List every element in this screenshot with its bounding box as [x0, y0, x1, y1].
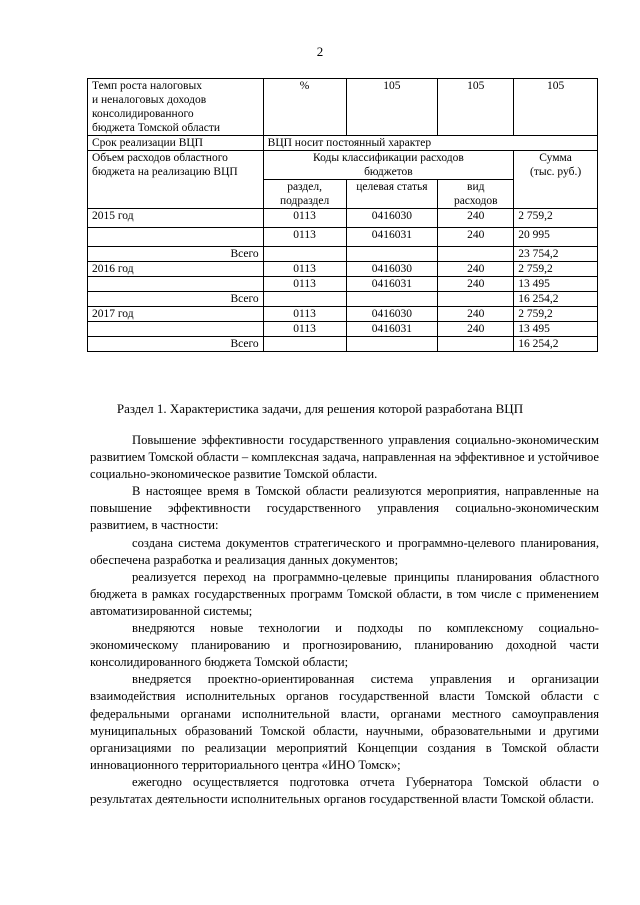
target-header: целевая статья	[346, 180, 438, 209]
volume-label: Объем расходов областного бюджета на реализацию ВЦП	[88, 151, 264, 209]
growth-rate-value: 105	[346, 79, 438, 136]
sum-value: 2 759,2	[514, 209, 598, 228]
target-code: 0416030	[346, 262, 438, 277]
section-code: 0113	[263, 209, 346, 228]
type-code: 240	[438, 209, 514, 228]
sum-value: 13 495	[514, 277, 598, 292]
total-row	[88, 337, 598, 352]
total-value: 16 254,2	[514, 337, 598, 352]
type-code: 240	[438, 228, 514, 247]
year-label: 2016 год	[88, 262, 264, 277]
sum-value: 2 759,2	[514, 262, 598, 277]
codes-label: Коды классификации расходов бюджетов	[263, 151, 514, 180]
paragraph: В настоящее время в Томской области реализуются мероприятия, направленные на повышение эффективности государственного управления социально-экономическим развитием, в частности:	[90, 484, 599, 533]
paragraph: реализуется переход на программно-целевые принципы планирования областного бюджета в рамках государственных программ Томской области, в том числе с применением автоматизированной системы;	[90, 569, 599, 618]
paragraph: Повышение эффективности государственного управления социально-экономическим развитием Томской области – комплексная задача, направленная на эффективное и устойчивое социально-экономическое развитие Томской области.	[90, 433, 599, 482]
target-code: 0416031	[346, 277, 438, 292]
total-value: 16 254,2	[514, 292, 598, 307]
section-code: 0113	[263, 262, 346, 277]
total-value: 23 754,2	[514, 247, 598, 262]
sum-value: 13 495	[514, 322, 598, 337]
growth-rate-label: Темп роста налоговых и неналоговых доходов консолидированного бюджета Томской области	[88, 79, 264, 136]
sum-value: 2 759,2	[514, 307, 598, 322]
duration-row	[88, 136, 598, 151]
duration-label: Срок реализации ВЦП	[88, 136, 264, 151]
year-label: 2017 год	[88, 307, 264, 322]
type-header: вид расходов	[438, 180, 514, 209]
target-code: 0416031	[346, 228, 438, 247]
total-row	[88, 247, 598, 262]
sum-header: Сумма (тыс. руб.)	[514, 151, 598, 209]
type-code: 240	[438, 322, 514, 337]
budget-table	[87, 78, 598, 352]
growth-rate-unit: %	[263, 79, 346, 136]
header-row	[88, 151, 598, 180]
table-row	[88, 307, 598, 322]
growth-rate-value: 105	[438, 79, 514, 136]
table-row	[88, 262, 598, 277]
paragraph: ежегодно осуществляется подготовка отчета Губернатора Томской области о результатах деятельности исполнительных органов государственной власти Томской области.	[90, 774, 599, 806]
total-label: Всего	[88, 247, 264, 262]
growth-rate-value: 105	[514, 79, 598, 136]
table-row	[88, 209, 598, 228]
paragraph: внедряется проектно-ориентированная система управления и организации взаимодействия исполнительных органов государственной власти Томской области с федеральными органами исполнительной власти, органами местного самоуправления муниципальных образований Томской области, научными, образовательными и другими организациями по реализации мероприятий Концепции создания в Томской области инновационного территориального центра «ИНО Томск»;	[90, 672, 599, 772]
duration-value: ВЦП носит постоянный характер	[263, 136, 597, 151]
target-code: 0416030	[346, 307, 438, 322]
section-code: 0113	[263, 307, 346, 322]
body-text	[90, 432, 599, 808]
target-code: 0416030	[346, 209, 438, 228]
paragraph: создана система документов стратегического и программно-целевого планирования, обеспечена разработка и реализация данных документов;	[90, 535, 599, 567]
total-label: Всего	[88, 292, 264, 307]
type-code: 240	[438, 277, 514, 292]
type-code: 240	[438, 307, 514, 322]
section-title: Раздел 1. Характеристика задачи, для решения которой разработана ВЦП	[116, 401, 524, 416]
total-label: Всего	[88, 337, 264, 352]
growth-rate-row	[88, 79, 598, 136]
section-header: раздел, подраздел	[263, 180, 346, 209]
page-number: 2	[316, 44, 324, 59]
sum-value: 20 995	[514, 228, 598, 247]
type-code: 240	[438, 262, 514, 277]
section-code: 0113	[263, 277, 346, 292]
table-row	[88, 277, 598, 292]
table-row	[88, 228, 598, 247]
year-label: 2015 год	[88, 209, 264, 228]
paragraph: внедряются новые технологии и подходы по комплексному социально-экономическому планированию и прогнозированию, планированию доходной части консолидированного бюджета Томской области;	[90, 621, 599, 670]
section-code: 0113	[263, 322, 346, 337]
section-code: 0113	[263, 228, 346, 247]
total-row	[88, 292, 598, 307]
target-code: 0416031	[346, 322, 438, 337]
table-row	[88, 322, 598, 337]
